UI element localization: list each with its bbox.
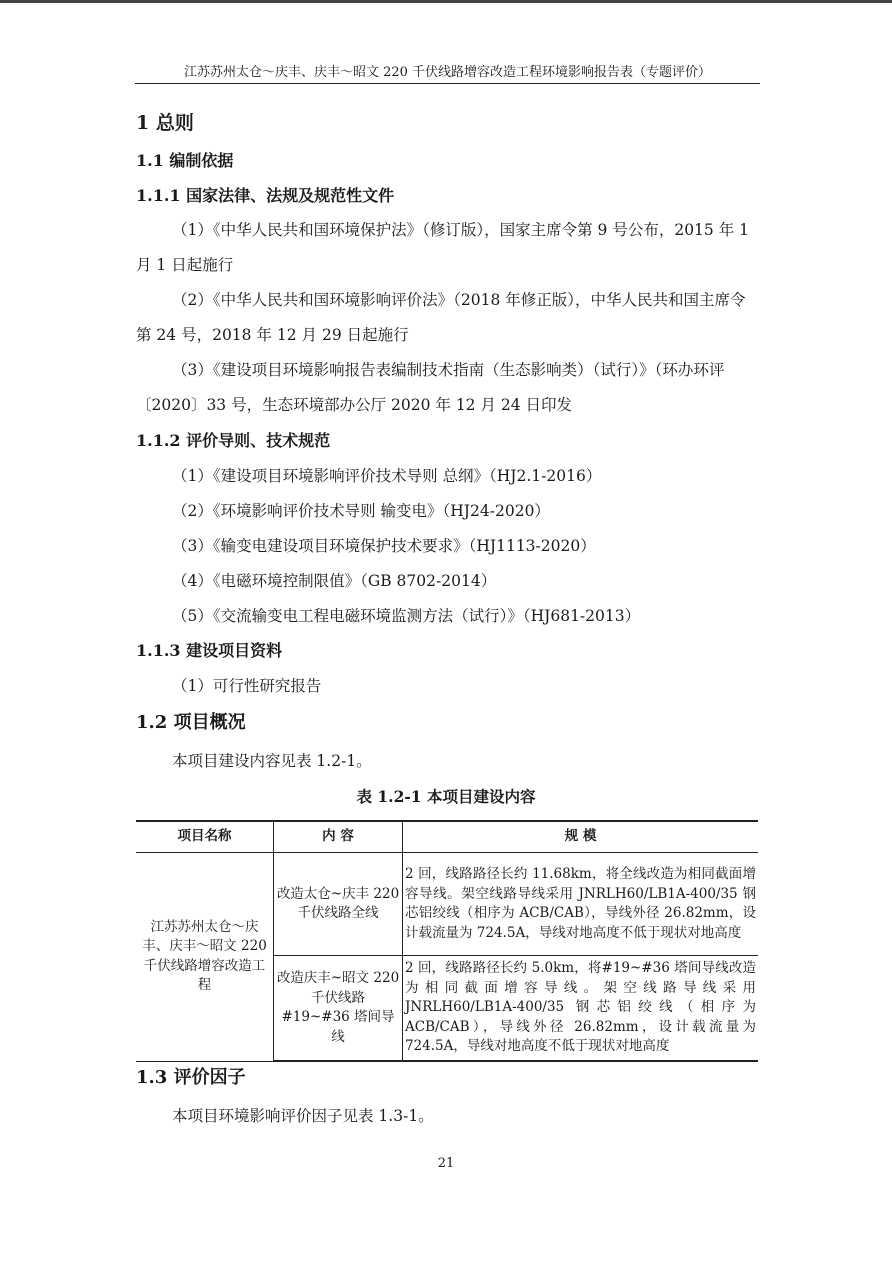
project-name-cell: 江苏苏州太仓～庆丰、庆丰～昭文 220 千伏线路增容改造工程 bbox=[136, 853, 274, 1062]
section-1-2-heading: 1.2 项目概况 bbox=[136, 712, 246, 733]
standard-item-5: （5）《交流输变电工程电磁环境监测方法（试行）》（HJ681-2013） bbox=[172, 607, 641, 625]
standard-item-1: （1）《建设项目环境影响评价技术导则 总纲》（HJ2.1-2016） bbox=[172, 467, 602, 485]
section-1-1-heading: 1.1 编制依据 bbox=[136, 151, 234, 170]
top-border bbox=[0, 0, 892, 3]
section-1-3-heading: 1.3 评价因子 bbox=[136, 1067, 246, 1088]
section-1-heading: 1 总则 bbox=[136, 112, 194, 134]
content-cell-1: 改造太仓~庆丰 220 千伏线路全线 bbox=[274, 853, 403, 956]
scale-cell-1: 2 回，线路路径长约 11.68km，将全线改造为相同截面增容导线。架空线路导线采用 JNRLH60/LB1A-400/35 钢芯铝绞线（相序为 ACB/CAB），导线外径 26.82mm，设计载流量为 724.5A，导线对地高度不低于现状对地高度 bbox=[403, 853, 759, 956]
header-content: 内 容 bbox=[274, 821, 403, 853]
header-rule bbox=[135, 83, 760, 84]
standard-item-3: （3）《输变电建设项目环境保护技术要求》（HJ1113-2020） bbox=[172, 537, 596, 555]
content-cell-2: 改造庆丰~昭文 220 千伏线路 #19~#36 塔间导线 bbox=[274, 956, 403, 1062]
paragraph-law-1: （1）《中华人民共和国环境保护法》（修订版），国家主席令第 9 号公布，2015 年 1 月 1 日起施行 bbox=[136, 221, 749, 274]
paragraph-law-3: （3）《建设项目环境影响报告表编制技术指南（生态影响类）（试行）》（环办环评〔2020〕33 号，生态环境部办公厅 2020 年 12 月 24 日印发 bbox=[136, 361, 725, 414]
page-number: 21 bbox=[437, 1156, 455, 1171]
paragraph-law-2: （2）《中华人民共和国环境影响评价法》（2018 年修正版），中华人民共和国主席令第 24 号，2018 年 12 月 29 日起施行 bbox=[136, 291, 746, 344]
section-1-2-paragraph: 本项目建设内容见表 1.2-1。 bbox=[172, 752, 372, 770]
table-row bbox=[136, 853, 758, 956]
section-1-1-1-heading: 1.1.1 国家法律、法规及规范性文件 bbox=[136, 186, 395, 205]
section-1-3-paragraph: 本项目环境影响评价因子见表 1.3-1。 bbox=[172, 1107, 434, 1125]
scale-cell-2: 2 回，线路路径长约 5.0km，将#19~#36 塔间导线改造为相同截面增容导线。架空线路导线采用 JNRLH60/LB1A-400/35 钢芯铝绞线（相序为 ACB/CAB），导线外径 26.82mm，设计载流量为 724.5A，导线对地高度不低于现状对地高度 bbox=[403, 956, 759, 1062]
construction-content-table bbox=[136, 820, 758, 1062]
header-project-name: 项目名称 bbox=[136, 821, 274, 853]
running-header: 江苏苏州太仓～庆丰、庆丰～昭文 220 千伏线路增容改造工程环境影响报告表（专题评价） bbox=[183, 65, 712, 80]
standard-item-4: （4）《电磁环境控制限值》（GB 8702-2014） bbox=[172, 572, 497, 590]
standard-item-2: （2）《环境影响评价技术导则 输变电》（HJ24-2020） bbox=[172, 502, 550, 520]
table-header-row bbox=[136, 821, 758, 853]
section-1-1-2-heading: 1.1.2 评价导则、技术规范 bbox=[136, 431, 331, 450]
header-scale: 规 模 bbox=[403, 821, 759, 853]
table-caption: 表 1.2-1 本项目建设内容 bbox=[356, 787, 536, 806]
project-document-item: （1）可行性研究报告 bbox=[172, 677, 322, 695]
section-1-1-3-heading: 1.1.3 建设项目资料 bbox=[136, 641, 283, 660]
